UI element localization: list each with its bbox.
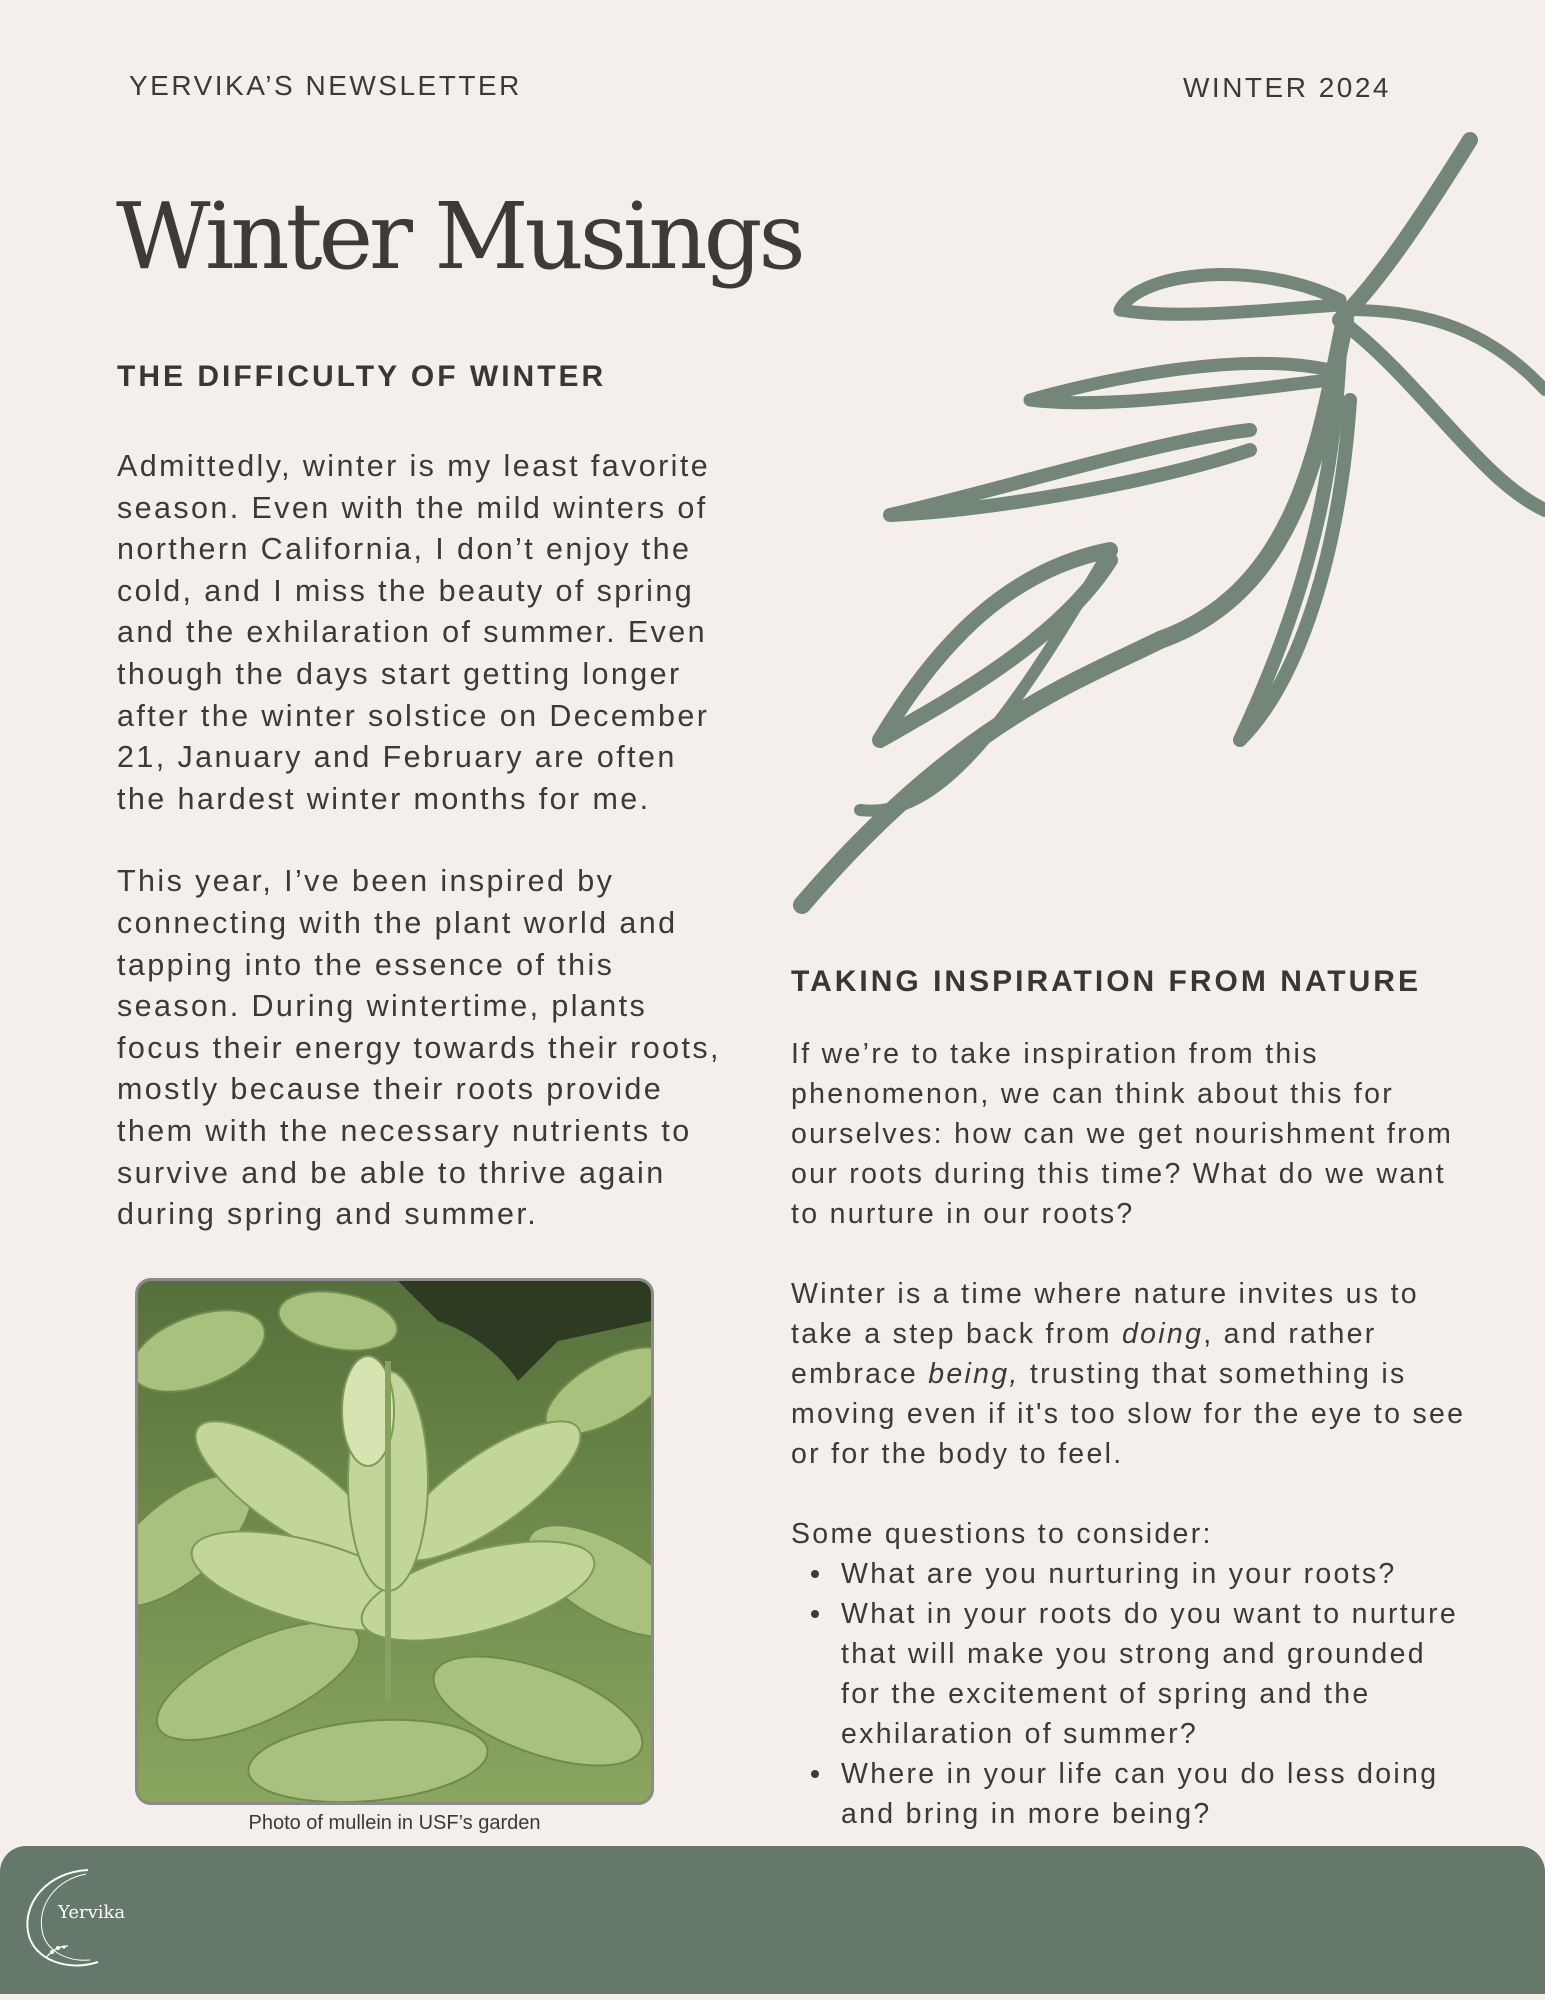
leaf-branch-icon [780, 120, 1545, 920]
text-line: Where in your life can you do less doing [841, 1758, 1439, 1790]
mullein-photo [135, 1278, 654, 1805]
text-line: for the excitement of spring and the [841, 1678, 1371, 1710]
text-fragment: trusting that something is [1019, 1358, 1407, 1390]
text-line: focus their energy towards their roots, [117, 1030, 721, 1065]
text-line [791, 1314, 1531, 1354]
text-line: and bring in more being? [841, 1798, 1212, 1830]
text-line: connecting with the plant world and [117, 905, 678, 940]
text-line: or for the body to feel. [791, 1438, 1124, 1470]
list-item [791, 1754, 1531, 1834]
section1-body [117, 446, 757, 1236]
footer-bar [0, 1846, 1545, 1994]
text-fragment: embrace [791, 1358, 929, 1390]
text-line: cold, and I miss the beauty of spring [117, 573, 695, 608]
section2-paragraph-1 [791, 1034, 1531, 1234]
text-line: after the winter solstice on December [117, 698, 710, 733]
text-line: 21, January and February are often [117, 740, 677, 775]
text-line: What are you nurturing in your roots? [841, 1558, 1397, 1590]
section-heading-difficulty: THE DIFFICULTY OF WINTER [117, 360, 607, 393]
text-line: Admittedly, winter is my least favorite [117, 449, 711, 483]
text-line: them with the necessary nutrients to [117, 1113, 692, 1148]
text-line: northern California, I don’t enjoy the [117, 532, 692, 567]
text-line: the hardest winter months for me. [117, 781, 651, 816]
text-line: to nurture in our roots? [791, 1198, 1135, 1230]
text-fragment: take a step back from [791, 1318, 1122, 1350]
text-line: and the exhilaration of summer. Even [117, 615, 707, 650]
list-item [791, 1554, 1531, 1594]
text-line: survive and be able to thrive again [117, 1155, 666, 1190]
questions-intro: Some questions to consider: [791, 1518, 1213, 1550]
text-line: mostly because their roots provide [117, 1072, 664, 1107]
issue-label: WINTER 2024 [1183, 72, 1391, 103]
questions-list [791, 1554, 1531, 1834]
emphasis-doing: doing [1121, 1318, 1204, 1350]
section2-body [791, 1034, 1531, 1834]
section1-paragraph-2 [117, 861, 757, 1235]
emphasis-being: being, [928, 1358, 1020, 1390]
text-line: What in your roots do you want to nurture [841, 1598, 1459, 1630]
text-line: Winter is a time where nature invites us to [791, 1278, 1419, 1310]
text-line: though the days start getting longer [117, 656, 682, 691]
page-title: Winter Musings [116, 183, 802, 290]
mullein-plant-image [138, 1281, 651, 1802]
text-line: our roots during this time? What do we want [791, 1158, 1446, 1190]
text-line: If we’re to take inspiration from this [791, 1038, 1319, 1070]
text-line: season. Even with the mild winters of [117, 490, 708, 525]
text-line [791, 1354, 1531, 1394]
text-line: season. During wintertime, plants [117, 989, 648, 1024]
text-line: phenomenon, we can think about this for [791, 1078, 1395, 1110]
text-line: exhilaration of summer? [841, 1718, 1199, 1750]
section2-paragraph-2 [791, 1274, 1531, 1474]
text-fragment: , and rather [1203, 1318, 1377, 1350]
text-line: moving even if it's too slow for the eye to see [791, 1398, 1466, 1430]
newsletter-name: YERVIKA’S NEWSLETTER [129, 70, 522, 101]
text-line: that will make you strong and grounded [841, 1638, 1426, 1670]
photo-caption: Photo of mullein in USF’s garden [248, 1812, 541, 1834]
section1-paragraph-1 [117, 446, 757, 820]
text-line: tapping into the essence of this [117, 947, 615, 982]
text-line: This year, I’ve been inspired by [117, 864, 615, 899]
section-heading-inspiration: TAKING INSPIRATION FROM NATURE [791, 965, 1421, 998]
list-item [791, 1594, 1531, 1754]
logo-text: Yervika [58, 1902, 126, 1923]
text-line: during spring and summer. [117, 1197, 539, 1232]
text-line: ourselves: how can we get nourishment from [791, 1118, 1454, 1150]
